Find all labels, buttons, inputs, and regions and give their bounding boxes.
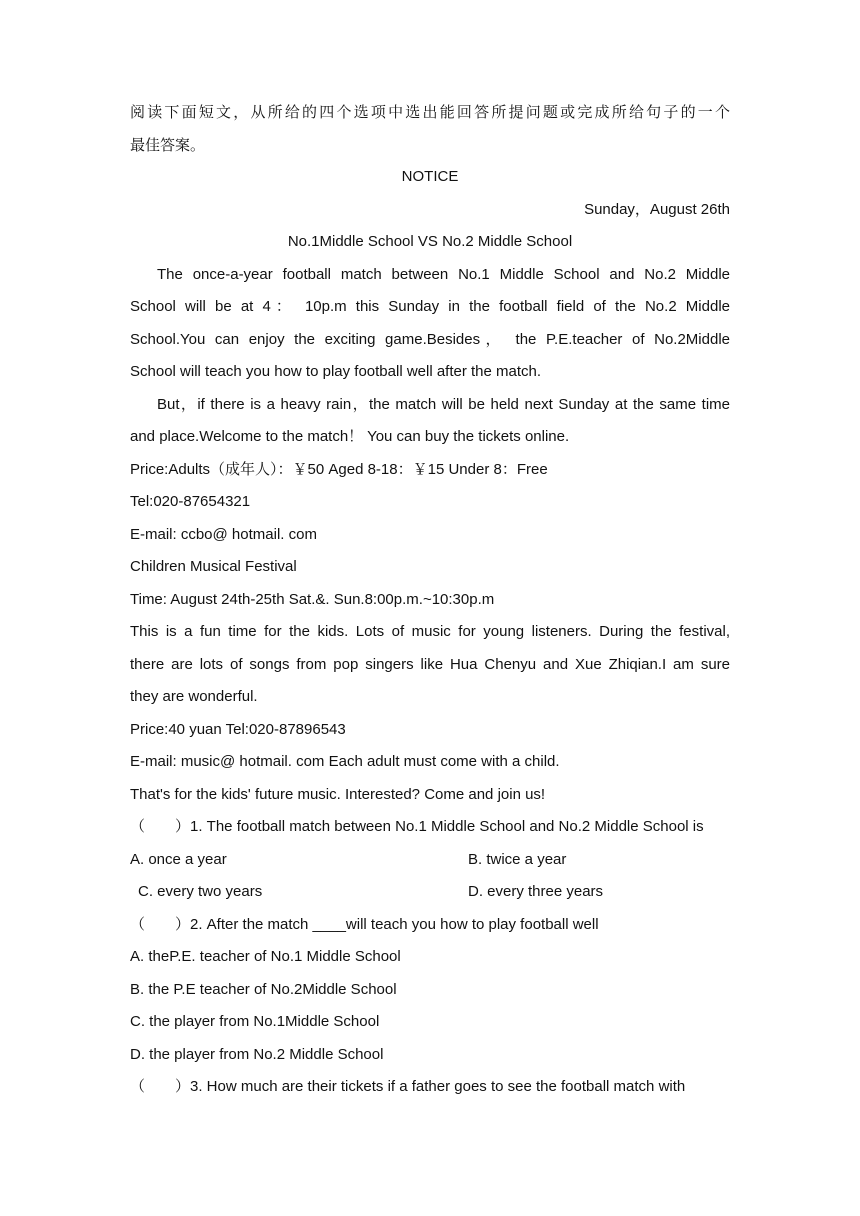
option-a: A. theP.E. teacher of No.1 Middle School [130,948,401,965]
notice-date: Sunday，August 26th [584,200,730,218]
question-stem: （ ）3. How much are their tickets if a father goes to see the football match with [130,1078,686,1095]
instruction-line: 最佳答案。 [130,135,206,154]
festival-price-tel: Price:40 yuan Tel:020-87896543 [130,720,346,738]
document-page [130,96,730,1104]
option-b: B. the P.E teacher of No.2Middle School [130,980,397,998]
festival-title: Children Musical Festival [130,558,297,575]
notice-title: No.1Middle School VS No.2 Middle School [287,233,573,250]
instruction-line: 阅读下面短文，从所给的四个选项中选出能回答所提问题或完成所给句子的一个 [130,103,730,121]
option-row [130,844,730,877]
option-a: A. once a year [130,850,227,868]
option-d: D. every three years [468,883,604,900]
festival-email: E-mail: music@ hotmail. com Each adult must come with a child. [130,753,560,770]
festival-time: Time: August 24th-25th Sat.&. Sun.8:00p.m.~10:30p.m [130,590,495,608]
festival-paragraph-line: This is a fun time for the kids. Lots of music for young listeners. During the festival, [130,623,730,640]
option-row [130,876,730,909]
festival-paragraph-line: they are wonderful. [130,688,258,705]
option-b: B. twice a year [468,850,567,868]
notice-paragraph-line: School will be at 4： 10p.m this Sunday in the football field of the No.2 Middle [130,298,730,315]
notice-paragraph-line: School will teach you how to play football well after the match. [130,363,542,380]
festival-paragraph-line: there are lots of songs from pop singers like Hua Chenyu and Xue Zhiqian.I am sure [130,655,730,673]
notice-paragraph-line: But，if there is a heavy rain，the match will be held next Sunday at the same time [157,395,730,413]
festival-closing: That's for the kids' future music. Interested? Come and join us! [130,785,546,803]
question-stem: （ ）2. After the match ____will teach you how to play football well [130,915,599,933]
notice-paragraph-line: and place.Welcome to the match！ You can buy the tickets online. [130,428,570,445]
option-d: D. the player from No.2 Middle School [130,1045,384,1063]
notice-tel: Tel:020-87654321 [130,493,251,510]
option-c: C. the player from No.1Middle School [130,1013,380,1030]
notice-paragraph-line: The once-a-year football match between No.1 Middle School and No.2 Middle [157,265,730,283]
notice-email: E-mail: ccbo@ hotmail. com [130,525,317,543]
notice-paragraph-line: School.You can enjoy the exciting game.Besides， the P.E.teacher of No.2Middle [130,330,730,348]
option-c: C. every two years [138,883,263,900]
question-stem: （ ）1. The football match between No.1 Middle School and No.2 Middle School is [130,818,704,835]
notice-heading: NOTICE [401,168,459,185]
notice-price: Price:Adults（成年人）：￥50 Aged 8-18：￥15 Under 8：Free [130,460,548,478]
